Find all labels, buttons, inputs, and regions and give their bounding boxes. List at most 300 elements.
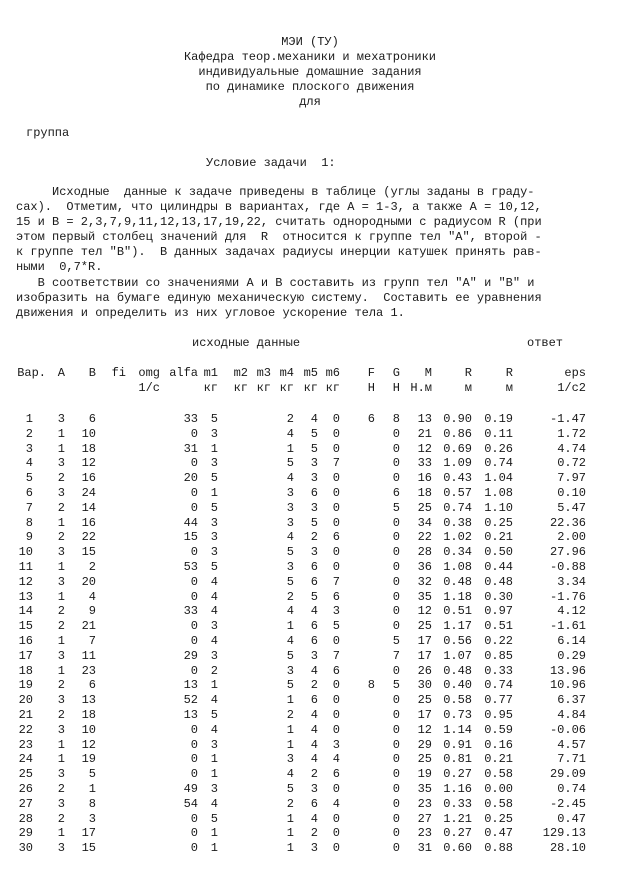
cell-var: 8 <box>25 515 33 530</box>
table-header-row <box>0 366 620 380</box>
cell-m: 36 <box>417 560 432 574</box>
cell-m6: 0 <box>332 412 340 426</box>
cell-a: 2 <box>57 782 65 796</box>
cell-a: 2 <box>57 678 65 693</box>
cell-r2: 0.95 <box>484 708 513 722</box>
table-row <box>0 782 620 796</box>
cell-m4: 1 <box>286 811 294 826</box>
table-row <box>0 797 620 811</box>
header-topic: по динамике плоского движения <box>205 80 415 94</box>
cell-r2: 1.08 <box>484 486 513 500</box>
cell-m5: 2 <box>310 767 318 782</box>
cell-m6: 0 <box>332 693 340 708</box>
cell-alfa: 0 <box>190 752 198 767</box>
cell-r1: 1.02 <box>443 530 472 545</box>
cell-var: 30 <box>18 841 33 856</box>
paragraph-line: 15 и B = 2,3,7,9,11,12,13,17,19,22, считать однородными с радиусом R (при <box>16 215 542 229</box>
cell-eps: -2.45 <box>549 796 586 811</box>
cell-m: 25 <box>417 752 432 767</box>
cell-m1: 5 <box>210 811 218 826</box>
cell-a: 3 <box>57 722 65 737</box>
cell-r2: 0.85 <box>484 648 513 663</box>
table-units-row <box>0 381 620 395</box>
cell-m: 12 <box>417 441 432 456</box>
cell-r2: 0.47 <box>484 826 513 841</box>
cell-m1: 1 <box>210 826 218 841</box>
table-row <box>0 501 620 515</box>
cell-r2: 0.25 <box>484 811 513 826</box>
cell-m5: 6 <box>310 574 318 589</box>
cell-b: 18 <box>81 708 96 722</box>
cell-alfa: 0 <box>190 811 198 826</box>
cell-r1: 0.60 <box>443 841 472 856</box>
cell-r2: 0.58 <box>484 767 513 782</box>
cell-eps: 22.36 <box>549 515 586 530</box>
paragraph-line: изобразить на бумаге единую механическую систему. Составить ее уравнения <box>16 291 542 305</box>
cell-m4: 1 <box>286 737 294 752</box>
cell-r1: 0.91 <box>443 737 472 752</box>
table-row <box>0 708 620 722</box>
cell-b: 8 <box>88 796 96 811</box>
cell-r2: 0.74 <box>484 678 513 693</box>
cell-b: 14 <box>81 500 96 515</box>
cell-m1: 3 <box>210 648 218 663</box>
cell-m: 17 <box>417 634 432 648</box>
cell-alfa: 31 <box>183 441 198 456</box>
cell-alfa: 15 <box>183 530 198 545</box>
cell-b: 1 <box>88 782 96 796</box>
cell-b: 13 <box>81 693 96 708</box>
cell-m6: 4 <box>332 752 340 767</box>
cell-m5: 5 <box>310 426 318 441</box>
cell-r2: 0.58 <box>484 796 513 811</box>
cell-eps: 0.47 <box>557 811 586 826</box>
cell-g: 0 <box>392 782 400 796</box>
cell-m: 32 <box>417 574 432 589</box>
cell-eps: 7.71 <box>557 752 586 767</box>
cell-b: 20 <box>81 574 96 589</box>
cell-alfa: 0 <box>190 663 198 678</box>
cell-m4: 3 <box>286 500 294 515</box>
unit-cell-omg: 1/c <box>138 381 160 395</box>
cell-var: 14 <box>18 604 33 619</box>
cell-alfa: 0 <box>190 545 198 560</box>
cell-m: 29 <box>417 737 432 752</box>
cell-a: 1 <box>57 663 65 678</box>
cell-alfa: 0 <box>190 456 198 471</box>
cell-r1: 0.34 <box>443 545 472 560</box>
cell-var: 9 <box>25 530 33 545</box>
cell-m5: 2 <box>310 678 318 693</box>
header-cell-alfa: alfa <box>169 366 198 380</box>
cell-m5: 3 <box>310 471 318 486</box>
cell-a: 2 <box>57 619 65 634</box>
cell-alfa: 13 <box>183 708 198 722</box>
cell-m6: 6 <box>332 663 340 678</box>
cell-a: 2 <box>57 604 65 619</box>
cell-m4: 2 <box>286 796 294 811</box>
cell-m4: 2 <box>286 708 294 722</box>
cell-var: 3 <box>25 441 33 456</box>
cell-m4: 5 <box>286 678 294 693</box>
cell-m5: 2 <box>310 826 318 841</box>
cell-r1: 0.90 <box>443 412 472 426</box>
cell-b: 2 <box>88 560 96 574</box>
cell-g: 0 <box>392 737 400 752</box>
cell-eps: 7.97 <box>557 471 586 486</box>
cell-m1: 3 <box>210 545 218 560</box>
cell-alfa: 0 <box>190 486 198 500</box>
cell-r1: 0.56 <box>443 634 472 648</box>
cell-b: 18 <box>81 441 96 456</box>
cell-eps: 5.47 <box>557 500 586 515</box>
cell-var: 25 <box>18 767 33 782</box>
cell-m4: 1 <box>286 722 294 737</box>
cell-eps: 13.96 <box>549 663 586 678</box>
cell-m4: 5 <box>286 456 294 471</box>
cell-m5: 4 <box>310 722 318 737</box>
cell-m6: 0 <box>332 545 340 560</box>
cell-m: 23 <box>417 796 432 811</box>
cell-r2: 0.21 <box>484 752 513 767</box>
cell-b: 22 <box>81 530 96 545</box>
header-cell-b: B <box>88 366 96 380</box>
cell-alfa: 44 <box>183 515 198 530</box>
cell-a: 2 <box>57 811 65 826</box>
cell-r2: 0.88 <box>484 841 513 856</box>
cell-g: 0 <box>392 752 400 767</box>
cell-g: 5 <box>392 634 400 648</box>
cell-g: 0 <box>392 796 400 811</box>
cell-m1: 5 <box>210 471 218 486</box>
cell-m1: 1 <box>210 678 218 693</box>
cell-a: 3 <box>57 412 65 426</box>
cell-b: 17 <box>81 826 96 841</box>
cell-a: 3 <box>57 574 65 589</box>
cell-m: 30 <box>417 678 432 693</box>
cell-r2: 0.21 <box>484 530 513 545</box>
header-cell-r1: R <box>464 366 472 380</box>
cell-m1: 4 <box>210 604 218 619</box>
cell-m4: 4 <box>286 530 294 545</box>
cell-b: 4 <box>88 589 96 604</box>
cell-g: 0 <box>392 826 400 841</box>
header-cell-f: F <box>367 366 375 380</box>
table-row <box>0 427 620 441</box>
cell-a: 3 <box>57 767 65 782</box>
cell-m5: 4 <box>310 412 318 426</box>
cell-r1: 0.48 <box>443 663 472 678</box>
cell-r2: 0.33 <box>484 663 513 678</box>
cell-m6: 3 <box>332 737 340 752</box>
cell-m5: 5 <box>310 589 318 604</box>
cell-alfa: 0 <box>190 722 198 737</box>
table-row <box>0 560 620 574</box>
cell-alfa: 52 <box>183 693 198 708</box>
cell-r1: 1.17 <box>443 619 472 634</box>
cell-m: 35 <box>417 782 432 796</box>
cell-eps: -1.61 <box>549 619 586 634</box>
cell-m1: 5 <box>210 412 218 426</box>
cell-eps: 129.13 <box>542 826 586 841</box>
cell-r1: 1.09 <box>443 456 472 471</box>
header-cell-m5: m5 <box>303 366 318 380</box>
cell-var: 2 <box>25 426 33 441</box>
cell-a: 3 <box>57 841 65 856</box>
cell-alfa: 33 <box>183 604 198 619</box>
cell-r2: 0.25 <box>484 515 513 530</box>
cell-m6: 0 <box>332 486 340 500</box>
cell-r2: 0.11 <box>484 426 513 441</box>
paragraph-line: В соответствии со значениями A и B составить из групп тел "A" и "B" и <box>16 276 535 290</box>
header-cell-r2: R <box>505 366 513 380</box>
cell-r2: 0.77 <box>484 693 513 708</box>
cell-m1: 3 <box>210 782 218 796</box>
cell-m1: 4 <box>210 722 218 737</box>
cell-m4: 2 <box>286 412 294 426</box>
cell-m5: 2 <box>310 530 318 545</box>
cell-m6: 0 <box>332 515 340 530</box>
cell-m: 26 <box>417 663 432 678</box>
cell-m1: 5 <box>210 560 218 574</box>
cell-r1: 0.58 <box>443 693 472 708</box>
table-row <box>0 456 620 470</box>
header-cell-m: M <box>424 366 432 380</box>
cell-b: 23 <box>81 663 96 678</box>
group-label: группа <box>26 126 70 140</box>
cell-a: 3 <box>57 456 65 471</box>
cell-m: 34 <box>417 515 432 530</box>
cell-m6: 0 <box>332 811 340 826</box>
cell-eps: 4.12 <box>557 604 586 619</box>
cell-m6: 7 <box>332 574 340 589</box>
header-cell-var: Вар. <box>17 366 46 380</box>
cell-m4: 1 <box>286 619 294 634</box>
cell-m5: 4 <box>310 752 318 767</box>
cell-a: 1 <box>57 737 65 752</box>
header-cell-g: G <box>392 366 400 380</box>
cell-eps: 0.10 <box>557 486 586 500</box>
cell-m1: 5 <box>210 500 218 515</box>
cell-b: 6 <box>88 678 96 693</box>
cell-r1: 1.14 <box>443 722 472 737</box>
table-row <box>0 723 620 737</box>
header-cell-m2: m2 <box>233 366 248 380</box>
unit-cell-m2: кг <box>233 381 248 395</box>
cell-m4: 5 <box>286 648 294 663</box>
cell-m1: 2 <box>210 663 218 678</box>
unit-cell-m1: кг <box>203 381 218 395</box>
cell-b: 21 <box>81 619 96 634</box>
cell-m: 17 <box>417 708 432 722</box>
cell-g: 0 <box>392 471 400 486</box>
cell-eps: 4.84 <box>557 708 586 722</box>
cell-m6: 7 <box>332 648 340 663</box>
cell-m5: 4 <box>310 737 318 752</box>
cell-var: 4 <box>25 456 33 471</box>
cell-r1: 0.69 <box>443 441 472 456</box>
cell-eps: 4.57 <box>557 737 586 752</box>
cell-m4: 3 <box>286 560 294 574</box>
cell-a: 2 <box>57 530 65 545</box>
header-assignment: индивидуальные домашние задания <box>198 65 422 79</box>
cell-m1: 1 <box>210 767 218 782</box>
cell-m6: 6 <box>332 767 340 782</box>
cell-m5: 4 <box>310 663 318 678</box>
cell-g: 0 <box>392 663 400 678</box>
cell-m1: 3 <box>210 619 218 634</box>
unit-cell-r1: м <box>464 381 472 395</box>
cell-b: 15 <box>81 841 96 856</box>
cell-m4: 5 <box>286 545 294 560</box>
cell-a: 1 <box>57 589 65 604</box>
cell-var: 17 <box>18 648 33 663</box>
cell-r1: 1.08 <box>443 560 472 574</box>
table-row <box>0 767 620 781</box>
cell-a: 1 <box>57 560 65 574</box>
unit-cell-m5: кг <box>303 381 318 395</box>
cell-m4: 5 <box>286 782 294 796</box>
cell-alfa: 33 <box>183 412 198 426</box>
cell-f: 8 <box>367 678 375 693</box>
cell-m5: 3 <box>310 648 318 663</box>
cell-eps: 27.96 <box>549 545 586 560</box>
cell-b: 10 <box>81 722 96 737</box>
cell-m1: 3 <box>210 530 218 545</box>
cell-b: 6 <box>88 412 96 426</box>
cell-alfa: 0 <box>190 737 198 752</box>
cell-g: 0 <box>392 545 400 560</box>
cell-var: 18 <box>18 663 33 678</box>
cell-a: 2 <box>57 708 65 722</box>
cell-m: 12 <box>417 604 432 619</box>
cell-r2: 0.97 <box>484 604 513 619</box>
cell-m4: 5 <box>286 574 294 589</box>
cell-r2: 0.16 <box>484 737 513 752</box>
cell-m5: 5 <box>310 441 318 456</box>
cell-m: 13 <box>417 412 432 426</box>
cell-g: 0 <box>392 604 400 619</box>
table-row <box>0 693 620 707</box>
cell-a: 1 <box>57 826 65 841</box>
table-row <box>0 412 620 426</box>
cell-alfa: 53 <box>183 560 198 574</box>
cell-m5: 3 <box>310 456 318 471</box>
cell-g: 0 <box>392 456 400 471</box>
cell-m5: 6 <box>310 693 318 708</box>
cell-m6: 0 <box>332 426 340 441</box>
cell-m4: 3 <box>286 515 294 530</box>
cell-m5: 5 <box>310 515 318 530</box>
table-row <box>0 619 620 633</box>
header-for: для <box>299 95 321 109</box>
cell-eps: 0.29 <box>557 648 586 663</box>
cell-eps: -1.76 <box>549 589 586 604</box>
cell-a: 3 <box>57 486 65 500</box>
cell-alfa: 0 <box>190 841 198 856</box>
cell-g: 0 <box>392 589 400 604</box>
cell-m1: 3 <box>210 456 218 471</box>
cell-m6: 4 <box>332 796 340 811</box>
cell-alfa: 0 <box>190 634 198 648</box>
cell-r2: 1.10 <box>484 500 513 515</box>
cell-m4: 1 <box>286 441 294 456</box>
cell-f: 6 <box>367 412 375 426</box>
cell-g: 0 <box>392 515 400 530</box>
cell-m4: 3 <box>286 486 294 500</box>
cell-m4: 1 <box>286 826 294 841</box>
table-row <box>0 442 620 456</box>
cell-m6: 0 <box>332 826 340 841</box>
cell-eps: 2.00 <box>557 530 586 545</box>
paragraph-line: движения и определить из них угловое ускорение тела 1. <box>16 306 405 320</box>
cell-b: 19 <box>81 752 96 767</box>
cell-var: 19 <box>18 678 33 693</box>
cell-alfa: 0 <box>190 574 198 589</box>
cell-m1: 1 <box>210 752 218 767</box>
cell-m6: 5 <box>332 619 340 634</box>
cell-eps: 28.10 <box>549 841 586 856</box>
cell-alfa: 0 <box>190 589 198 604</box>
unit-cell-g: H <box>392 381 400 395</box>
cell-m1: 4 <box>210 634 218 648</box>
cell-m: 28 <box>417 545 432 560</box>
table-row <box>0 486 620 500</box>
cell-m6: 3 <box>332 604 340 619</box>
header-cell-m1: m1 <box>203 366 218 380</box>
cell-var: 16 <box>18 634 33 648</box>
cell-a: 1 <box>57 752 65 767</box>
cell-eps: 3.34 <box>557 574 586 589</box>
cell-r1: 0.27 <box>443 826 472 841</box>
paragraph-line: Исходные данные к задаче приведены в таблице (углы заданы в граду- <box>16 185 535 199</box>
header-cell-m6: m6 <box>325 366 340 380</box>
cell-a: 3 <box>57 648 65 663</box>
cell-r1: 0.74 <box>443 500 472 515</box>
table-row <box>0 812 620 826</box>
cell-m: 25 <box>417 619 432 634</box>
cell-b: 3 <box>88 811 96 826</box>
cell-m: 19 <box>417 767 432 782</box>
unit-cell-eps: 1/c2 <box>557 381 586 395</box>
cell-m1: 3 <box>210 737 218 752</box>
paragraph-line: к группе тел "B"). В данных задачах радиусы инерции катушек принять рав- <box>16 245 542 259</box>
cell-m4: 1 <box>286 693 294 708</box>
cell-m4: 4 <box>286 634 294 648</box>
cell-r2: 0.30 <box>484 589 513 604</box>
cell-eps: 0.74 <box>557 782 586 796</box>
cell-a: 3 <box>57 693 65 708</box>
cell-var: 29 <box>18 826 33 841</box>
cell-b: 24 <box>81 486 96 500</box>
table-section-input: исходные данные <box>192 336 301 350</box>
table-row <box>0 664 620 678</box>
cell-m5: 3 <box>310 500 318 515</box>
cell-var: 15 <box>18 619 33 634</box>
cell-g: 0 <box>392 811 400 826</box>
cell-r2: 0.48 <box>484 574 513 589</box>
cell-var: 27 <box>18 796 33 811</box>
cell-m6: 0 <box>332 708 340 722</box>
cell-r1: 0.38 <box>443 515 472 530</box>
cell-g: 0 <box>392 767 400 782</box>
table-row <box>0 752 620 766</box>
cell-var: 1 <box>25 412 33 426</box>
cell-m5: 6 <box>310 634 318 648</box>
cell-m6: 6 <box>332 530 340 545</box>
cell-r1: 1.07 <box>443 648 472 663</box>
cell-a: 3 <box>57 545 65 560</box>
